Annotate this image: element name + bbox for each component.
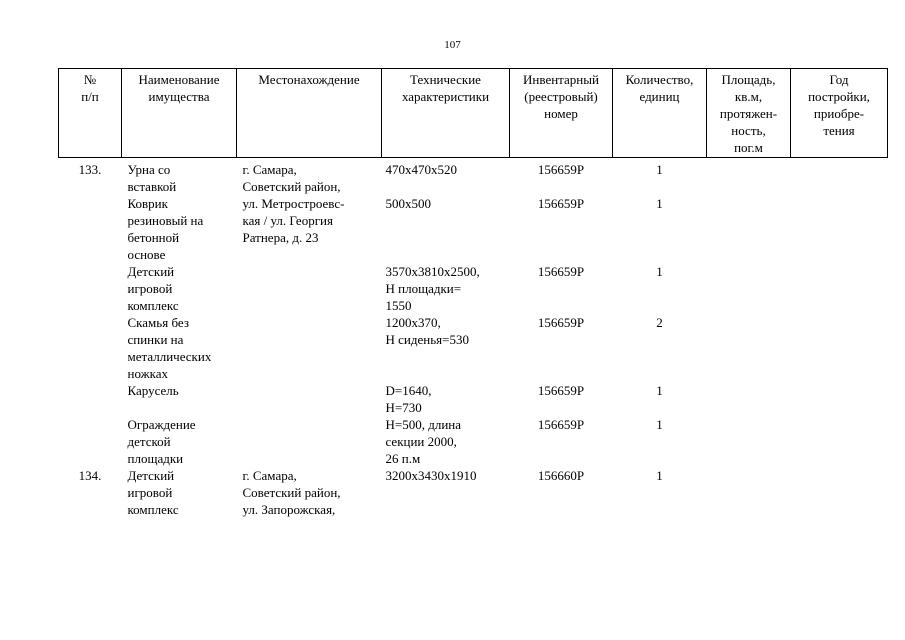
cell-area [707,263,791,314]
cell-year [791,195,888,263]
cell-year [791,467,888,518]
cell-name: Урна со вставкой [127,162,177,194]
cell-location: г. Самара, Советский район, ул. Запорожская, [242,468,341,517]
cell-tech: 500х500 [385,196,431,211]
header-inventory: Инвентарный (реестровый) номер [510,69,613,158]
cell-number [59,382,122,416]
table-row [59,382,888,416]
cell-inventory: 156659Р [537,383,585,398]
table-row [59,416,888,467]
cell-area [707,195,791,263]
header-location: Местонахождение [237,69,382,158]
cell-quantity: 1 [656,196,663,211]
cell-area [707,161,791,195]
cell-year [791,416,888,467]
cell-inventory: 156659Р [537,417,585,432]
header-year: Год постройки, приобре- тения [791,69,888,158]
cell-name: Карусель [127,383,179,398]
cell-inventory: 156660Р [537,468,585,483]
cell-name: Скамья без спинки на металлических ножках [127,315,212,381]
cell-inventory: 156659Р [537,264,585,279]
cell-quantity: 1 [656,162,663,177]
cell-inventory: 156659Р [537,196,585,211]
cell-number [59,195,122,263]
cell-year [791,382,888,416]
header-tech: Технические характеристики [382,69,510,158]
table-row [59,263,888,314]
cell-name: Ограждение детской площадки [127,417,196,466]
table-row [59,467,888,518]
cell-number [59,314,122,382]
header-quantity: Количество, единиц [613,69,707,158]
cell-tech: 3200х3430х1910 [385,468,477,483]
cell-area [707,314,791,382]
cell-number [59,416,122,467]
cell-area [707,416,791,467]
cell-location: г. Самара, Советский район, [242,162,341,194]
cell-inventory: 156659Р [537,162,585,177]
cell-tech: 1200х370, Н сиденья=530 [385,315,469,347]
cell-number: 134. [78,468,102,483]
cell-year [791,314,888,382]
cell-tech: Н=500, длина секции 2000, 26 п.м [385,417,462,466]
cell-name: Коврик резиновый на бетонной основе [127,196,204,262]
cell-location [237,382,382,416]
cell-location: ул. Метростроевс- кая / ул. Георгия Ратнера, д. 23 [242,196,345,245]
cell-area [707,382,791,416]
cell-name: Детский игровой комплекс [127,468,179,517]
header-name: Наименование имущества [122,69,237,158]
table-row [59,195,888,263]
cell-area [707,467,791,518]
cell-quantity: 1 [656,264,663,279]
cell-quantity: 1 [656,468,663,483]
cell-quantity: 1 [656,383,663,398]
table-row [59,314,888,382]
cell-quantity: 2 [656,315,663,330]
cell-tech: 470х470х520 [385,162,457,177]
cell-location [237,416,382,467]
cell-quantity: 1 [656,417,663,432]
cell-year [791,161,888,195]
cell-number [59,263,122,314]
cell-location [237,263,382,314]
header-row [59,69,888,158]
cell-year [791,263,888,314]
cell-location [237,314,382,382]
table-row [59,161,888,195]
cell-number: 133. [78,162,102,177]
cell-name: Детский игровой комплекс [127,264,179,313]
header-number: № п/п [59,69,122,158]
cell-tech: D=1640, Н=730 [385,383,432,415]
cell-tech: 3570х3810х2500, Н площадки= 1550 [385,264,480,313]
property-register-table [58,68,888,518]
cell-inventory: 156659Р [537,315,585,330]
header-area: Площадь, кв.м, протяжен- ность, пог.м [707,69,791,158]
page-number: 107 [444,39,461,51]
